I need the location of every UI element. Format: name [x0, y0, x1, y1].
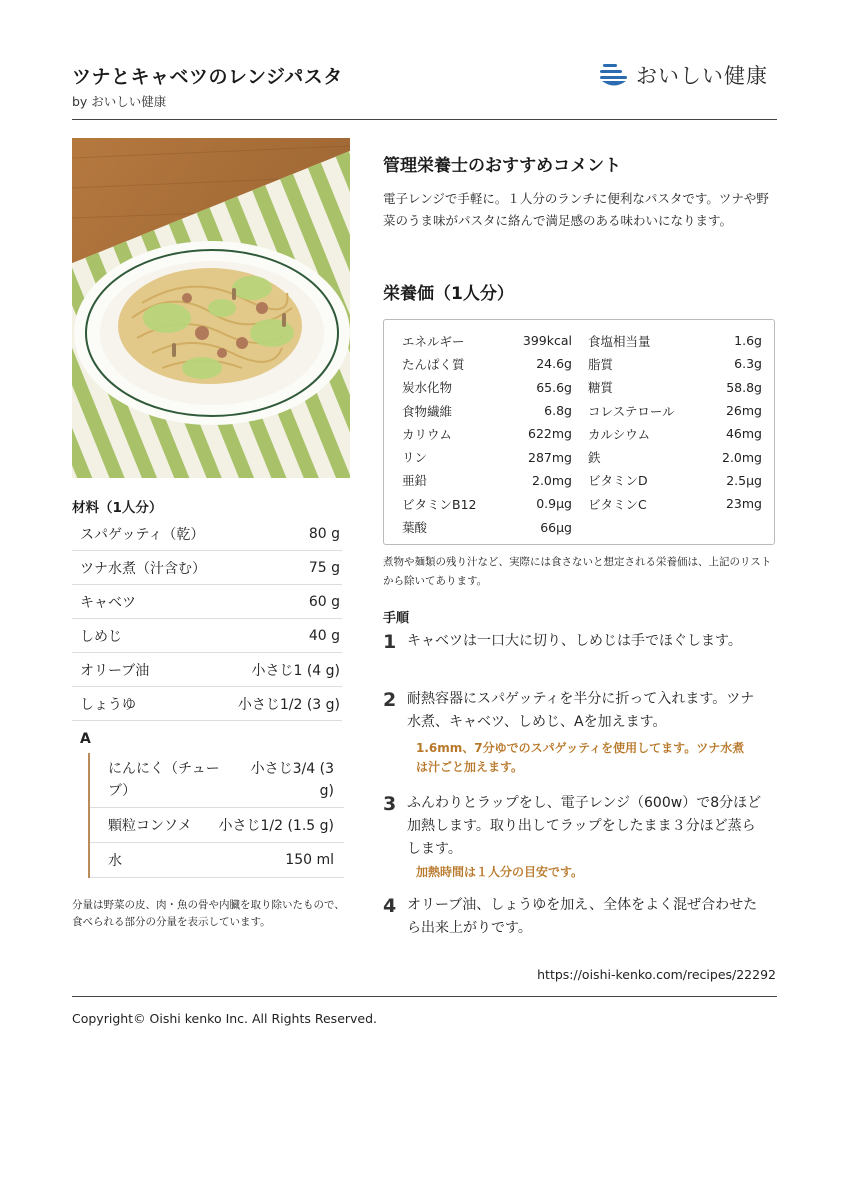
- nutrient-name: カルシウム: [588, 426, 651, 442]
- nutrition-cell: [572, 376, 762, 399]
- nutrition-cell: [572, 329, 762, 352]
- nutrient-value: 58.8g: [726, 379, 762, 395]
- ingredient-amount: 小さじ1/2 (3 g): [237, 696, 340, 713]
- nutrient-name: エネルギー: [402, 333, 465, 349]
- nutrition-cell: [572, 492, 762, 515]
- nutrient-value: 26mg: [725, 403, 762, 419]
- nutrient-value: 24.6g: [536, 356, 572, 372]
- step-number: 3: [383, 793, 397, 815]
- nutrient-name: 脂質: [588, 356, 614, 372]
- ingredient-row: [90, 753, 344, 808]
- ingredient-name: キャベツ: [80, 594, 136, 611]
- nutrition-cell: [402, 515, 572, 538]
- nutrient-name: 葉酸: [402, 520, 428, 536]
- ingredient-row: [72, 653, 342, 687]
- step-hint: 1.6mm、7分ゆでのスパゲッティを使用してます。ツナ水煮は汁ごと加えます。: [416, 741, 745, 774]
- brand-logo[interactable]: [600, 60, 768, 90]
- ingredient-name: スパゲッティ（乾）: [80, 526, 205, 543]
- ingredient-row: [72, 619, 342, 653]
- nutrient-value: 1.6g: [734, 333, 762, 349]
- ingredients-heading: 材料（1人分）: [72, 500, 163, 516]
- ingredient-name: ツナ水煮（汁含む）: [80, 560, 206, 577]
- nutrition-cell: [572, 445, 762, 468]
- ingredient-amount: 150 ml: [285, 852, 334, 868]
- nutrient-value: 622mg: [528, 426, 572, 442]
- nutrient-name: 食物繊維: [402, 403, 453, 419]
- comment-heading: 管理栄養士のおすすめコメント: [383, 156, 622, 176]
- ingredient-row: [90, 843, 344, 878]
- ingredient-amount: 60 g: [308, 593, 340, 610]
- step-text: 耐熱容器にスパゲッティを半分に折って入れます。ツナ水煮、キャベツ、しめじ、Aを加えます。: [407, 691, 755, 730]
- step-1: [383, 630, 783, 654]
- recipe-title: ツナとキャベツのレンジパスタ: [72, 66, 343, 88]
- nutrition-cell: [402, 352, 572, 375]
- steps-heading: 手順: [383, 611, 410, 626]
- nutrition-cell: [572, 515, 762, 538]
- nutrient-name: リン: [402, 450, 428, 466]
- nutrition-cell: [572, 422, 762, 445]
- step-3: [383, 792, 783, 861]
- step-2: [383, 688, 783, 734]
- ingredient-row: [72, 687, 342, 721]
- nutrient-name: カリウム: [402, 426, 452, 442]
- nutrient-value: 0.9μg: [536, 496, 572, 512]
- ingredient-row: [72, 517, 342, 551]
- step-text: オリーブ油、しょうゆを加え、全体をよく混ぜ合わせたら出来上がりです。: [407, 897, 758, 936]
- step-hint: 加熱時間は１人分の目安です。: [416, 865, 584, 879]
- step-text: ふんわりとラップをし、電子レンジ（600w）で8分ほど加熱します。取り出してラップをしたまま３分ほど蒸らします。: [407, 795, 762, 857]
- ingredients-list: [72, 517, 342, 721]
- nutrition-table: [383, 319, 775, 545]
- step-number: 1: [383, 631, 397, 653]
- step-4: [383, 894, 783, 940]
- nutrient-value: 2.0mg: [722, 449, 762, 465]
- nutrient-name: ビタミンD: [588, 473, 648, 489]
- nutrient-name: 糖質: [588, 380, 614, 396]
- nutrient-value: 66μg: [540, 519, 572, 535]
- nutrient-name: 食塩相当量: [588, 333, 651, 349]
- ingredient-name: しょうゆ: [80, 696, 136, 713]
- step-number: 2: [383, 689, 397, 711]
- nutrient-name: 鉄: [588, 450, 601, 466]
- nutrition-cell: [402, 399, 572, 422]
- nutrient-value: 23mg: [725, 496, 762, 512]
- nutrition-cell: [402, 376, 572, 399]
- bowl-logo-icon: [600, 62, 628, 88]
- ingredients-note: 分量は野菜の皮、肉・魚の骨や内臓を取り除いたもので、食べられる部分の分量を表示しています。: [72, 899, 345, 928]
- header-divider: [72, 119, 777, 120]
- nutrient-name: ビタミンC: [588, 496, 647, 512]
- logo-text: おいしい健康: [636, 64, 768, 88]
- nutrition-cell: [572, 469, 762, 492]
- nutrient-value: 2.0mg: [532, 472, 572, 488]
- copyright: Copyright© Oishi kenko Inc. All Rights Reserved.: [72, 1011, 378, 1026]
- ingredient-amount: 小さじ1 (4 g): [251, 662, 340, 679]
- nutrient-value: 287mg: [528, 449, 572, 465]
- recipe-photo: [72, 138, 350, 478]
- nutrient-value: 399kcal: [522, 333, 572, 349]
- ingredient-group-a: [88, 753, 344, 878]
- nutrient-name: たんぱく質: [402, 356, 465, 372]
- nutrient-value: 2.5μg: [726, 472, 762, 488]
- ingredient-row: [72, 551, 342, 585]
- nutrition-cell: [572, 399, 762, 422]
- nutrition-cell: [402, 492, 572, 515]
- ingredient-amount: 40 g: [308, 627, 340, 644]
- step-text: キャベツは一口大に切り、しめじは手でほぐします。: [407, 633, 742, 649]
- ingredient-name: 顆粒コンソメ: [108, 818, 192, 834]
- nutrient-value: 6.3g: [734, 356, 762, 372]
- byline: by おいしい健康: [72, 94, 167, 109]
- nutrient-value: 6.8g: [544, 403, 572, 419]
- comment-text: 電子レンジで手軽に。１人分のランチに便利なパスタです。ツナや野菜のうま味がパスタに絡んで満足感のある味わいになります。: [383, 191, 769, 228]
- ingredient-name: オリーブ油: [80, 662, 150, 679]
- footer-divider: [72, 996, 777, 997]
- nutrition-note: 煮物や麺類の残り汁など、実際には食さないと想定される栄養価は、上記のリストから除いてあります。: [383, 556, 772, 587]
- nutrient-name: ビタミンB12: [402, 496, 477, 512]
- ingredient-group-label: A: [80, 731, 91, 747]
- nutrition-cell: [402, 329, 572, 352]
- nutrient-value: 46mg: [725, 426, 762, 442]
- ingredient-name: しめじ: [80, 628, 122, 645]
- ingredient-amount: 75 g: [308, 559, 340, 576]
- recipe-url[interactable]: https://oishi-kenko.com/recipes/22292: [537, 967, 776, 982]
- nutrition-cell: [572, 352, 762, 375]
- nutrient-name: 炭水化物: [402, 380, 453, 396]
- ingredient-amount: 小さじ1/2 (1.5 g): [218, 818, 334, 834]
- nutrient-value: 65.6g: [536, 379, 572, 395]
- step-number: 4: [383, 895, 397, 917]
- ingredient-name: にんにく（チューブ）: [108, 761, 220, 799]
- nutrient-name: 亜鉛: [402, 473, 428, 489]
- nutrient-name: コレステロール: [588, 403, 675, 419]
- ingredient-row: [72, 585, 342, 619]
- nutrition-cell: [402, 422, 572, 445]
- ingredient-amount: 小さじ3/4 (3 g): [250, 761, 334, 799]
- ingredient-name: 水: [108, 853, 122, 869]
- nutrition-heading: 栄養価（1人分）: [383, 284, 514, 304]
- ingredient-amount: 80 g: [308, 525, 340, 542]
- nutrition-cell: [402, 469, 572, 492]
- ingredient-row: [90, 808, 344, 843]
- nutrition-cell: [402, 445, 572, 468]
